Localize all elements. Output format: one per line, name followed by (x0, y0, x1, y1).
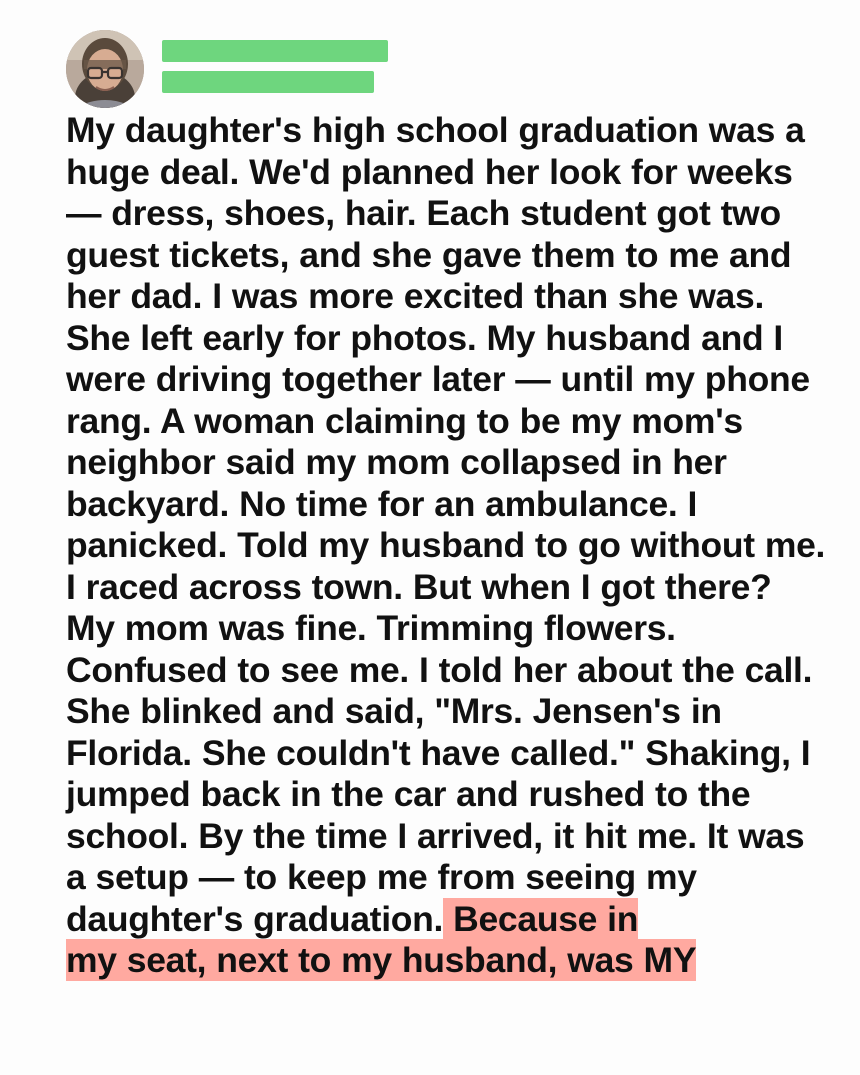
redaction-bar-handle (162, 71, 374, 93)
post-body (0, 96, 860, 982)
post-paragraph (66, 110, 830, 982)
post-header (0, 0, 860, 96)
story-text-highlighted-2: my seat, next to my husband, was MY (66, 940, 697, 980)
avatar-image (66, 30, 144, 108)
redaction-bar-name (162, 40, 388, 62)
story-text-highlighted-1: Because in (443, 898, 639, 939)
avatar[interactable] (66, 30, 144, 108)
author-name-redacted (162, 30, 388, 93)
story-text-plain: My daughter's high school graduation was a huge deal. We'd planned her look for weeks — dress, shoes, hair. Each student got two guest tickets, and she gave them to me and her dad. I was more excited than she was. She left early for photos. My husband and I were driving together later — until my phone rang. A woman claiming to be my mom's neighbor said my mom collapsed in her backyard. No time for an ambulance. I panicked. Told my husband to go without me. I raced across town. But when I got there? My mom was fine. Trimming flowers. Confused to see me. I told her about the call. She blinked and said, "Mrs. Jensen's in Florida. She couldn't have called." Shaking, I jumped back in the car and rushed to the school. By the time I arrived, it hit me. It was a setup — to keep me from seeing my daughter's graduation. (66, 110, 826, 939)
